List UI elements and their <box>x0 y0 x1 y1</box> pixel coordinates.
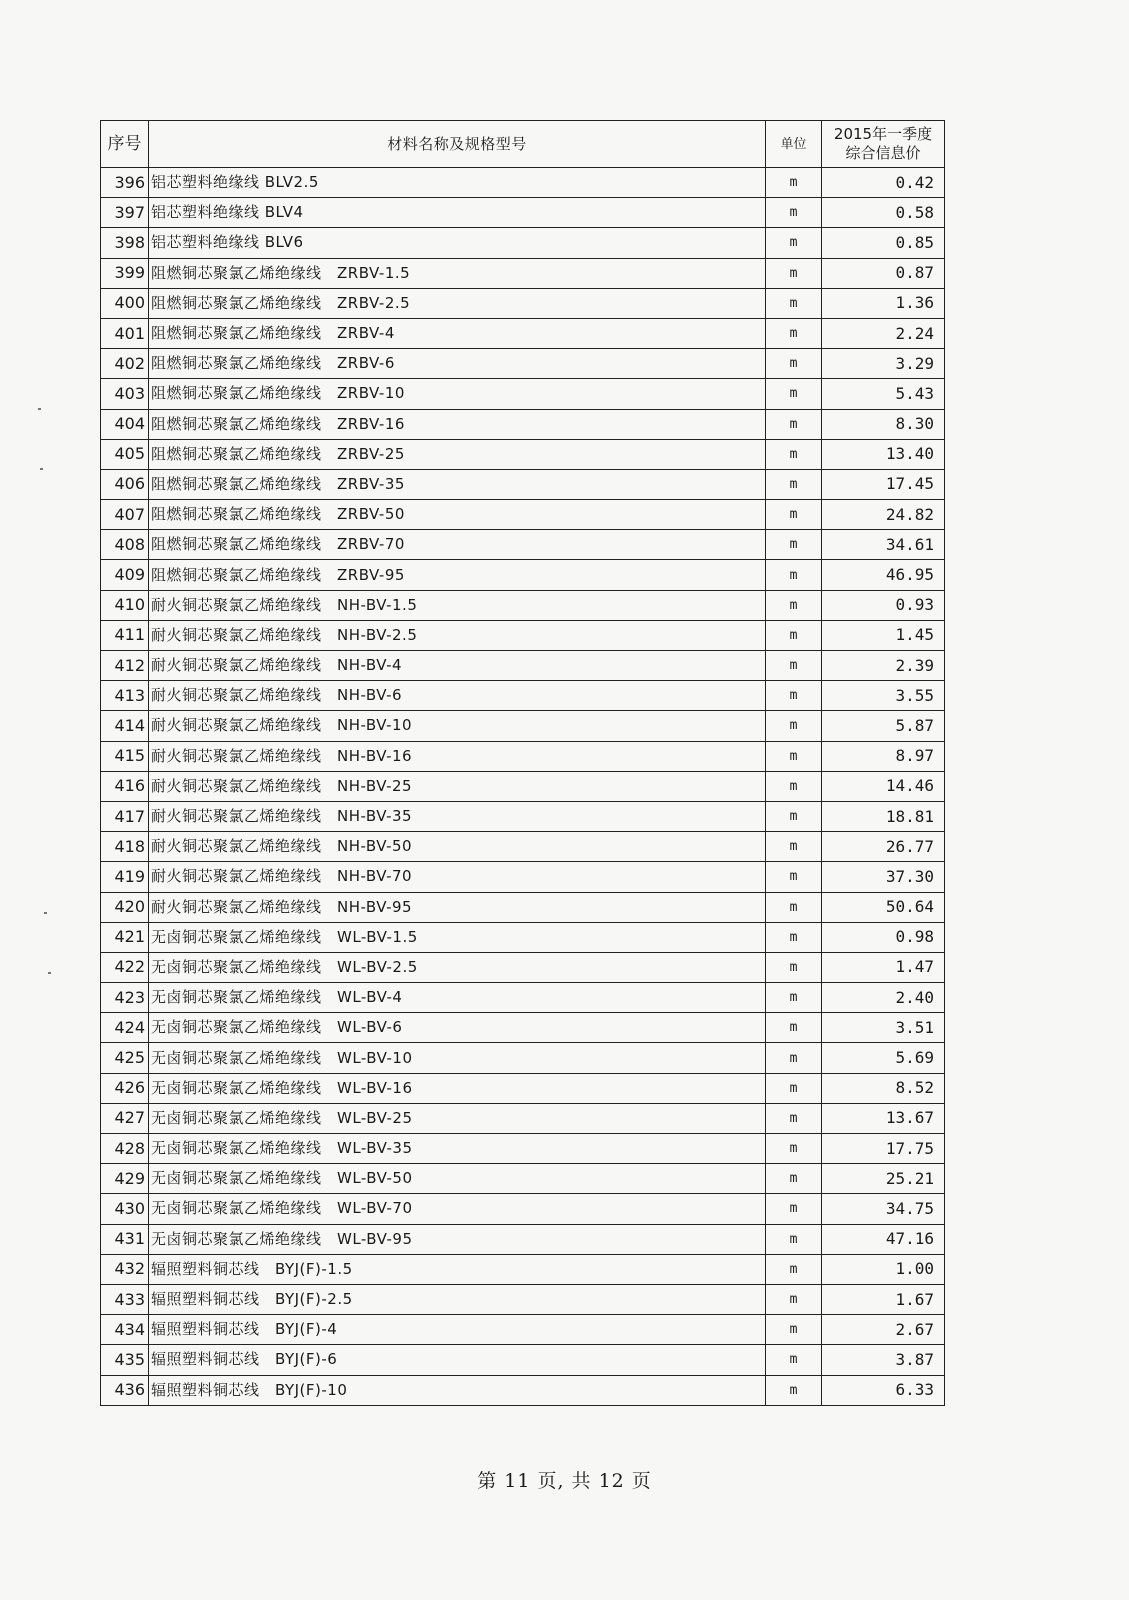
row-number: 419 <box>101 862 149 892</box>
row-number: 424 <box>101 1013 149 1043</box>
row-number: 406 <box>101 469 149 499</box>
material-name: 耐火铜芯聚氯乙烯绝缘线 NH-BV-2.5 <box>149 620 766 650</box>
material-name: 无卤铜芯聚氯乙烯绝缘线 WL-BV-50 <box>149 1164 766 1194</box>
unit-cell: m <box>766 379 822 409</box>
material-name: 阻燃铜芯聚氯乙烯绝缘线 ZRBV-10 <box>149 379 766 409</box>
price-cell: 0.85 <box>822 228 945 258</box>
page-number: 第 11 页, 共 12 页 <box>477 1470 652 1492</box>
table-body <box>101 168 945 1406</box>
table-row <box>101 288 945 318</box>
price-cell: 1.45 <box>822 620 945 650</box>
row-number: 412 <box>101 651 149 681</box>
table-row <box>101 1224 945 1254</box>
material-name: 耐火铜芯聚氯乙烯绝缘线 NH-BV-10 <box>149 711 766 741</box>
material-name: 无卤铜芯聚氯乙烯绝缘线 WL-BV-35 <box>149 1134 766 1164</box>
price-cell: 34.61 <box>822 530 945 560</box>
price-cell: 5.43 <box>822 379 945 409</box>
price-cell: 3.55 <box>822 681 945 711</box>
price-cell: 14.46 <box>822 771 945 801</box>
price-cell: 5.87 <box>822 711 945 741</box>
unit-cell: m <box>766 832 822 862</box>
table-row <box>101 1254 945 1284</box>
header-no: 序号 <box>101 121 149 168</box>
row-number: 413 <box>101 681 149 711</box>
row-number: 428 <box>101 1134 149 1164</box>
row-number: 396 <box>101 168 149 198</box>
material-name: 耐火铜芯聚氯乙烯绝缘线 NH-BV-95 <box>149 892 766 922</box>
price-cell: 1.36 <box>822 288 945 318</box>
table-header-row <box>101 121 945 168</box>
unit-cell: m <box>766 681 822 711</box>
material-name: 铝芯塑料绝缘线 BLV2.5 <box>149 168 766 198</box>
row-number: 403 <box>101 379 149 409</box>
unit-cell: m <box>766 1375 822 1405</box>
unit-cell: m <box>766 1254 822 1284</box>
price-cell: 2.40 <box>822 983 945 1013</box>
unit-cell: m <box>766 1164 822 1194</box>
price-cell: 8.52 <box>822 1073 945 1103</box>
row-number: 400 <box>101 288 149 318</box>
table-row <box>101 651 945 681</box>
unit-cell: m <box>766 892 822 922</box>
table-row <box>101 469 945 499</box>
material-name: 阻燃铜芯聚氯乙烯绝缘线 ZRBV-1.5 <box>149 258 766 288</box>
unit-cell: m <box>766 1043 822 1073</box>
material-name: 无卤铜芯聚氯乙烯绝缘线 WL-BV-1.5 <box>149 922 766 952</box>
unit-cell: m <box>766 258 822 288</box>
unit-cell: m <box>766 349 822 379</box>
material-name: 耐火铜芯聚氯乙烯绝缘线 NH-BV-25 <box>149 771 766 801</box>
row-number: 402 <box>101 349 149 379</box>
unit-cell: m <box>766 530 822 560</box>
unit-cell: m <box>766 922 822 952</box>
table-row <box>101 952 945 982</box>
price-cell: 24.82 <box>822 500 945 530</box>
scan-speck <box>40 468 43 470</box>
price-cell: 17.45 <box>822 469 945 499</box>
table-row <box>101 1375 945 1405</box>
table-row <box>101 1194 945 1224</box>
header-name: 材料名称及规格型号 <box>149 121 766 168</box>
material-name: 耐火铜芯聚氯乙烯绝缘线 NH-BV-1.5 <box>149 590 766 620</box>
row-number: 414 <box>101 711 149 741</box>
table-row <box>101 1013 945 1043</box>
price-cell: 8.30 <box>822 409 945 439</box>
unit-cell: m <box>766 1224 822 1254</box>
material-name: 无卤铜芯聚氯乙烯绝缘线 WL-BV-70 <box>149 1194 766 1224</box>
row-number: 433 <box>101 1284 149 1314</box>
scan-speck <box>44 912 47 914</box>
unit-cell: m <box>766 862 822 892</box>
row-number: 410 <box>101 590 149 620</box>
price-cell: 3.29 <box>822 349 945 379</box>
scan-speck <box>38 408 41 410</box>
row-number: 399 <box>101 258 149 288</box>
price-cell: 8.97 <box>822 741 945 771</box>
row-number: 423 <box>101 983 149 1013</box>
material-name: 辐照塑料铜芯线 BYJ(F)-4 <box>149 1315 766 1345</box>
row-number: 434 <box>101 1315 149 1345</box>
table-row <box>101 1345 945 1375</box>
row-number: 415 <box>101 741 149 771</box>
unit-cell: m <box>766 500 822 530</box>
row-number: 398 <box>101 228 149 258</box>
row-number: 436 <box>101 1375 149 1405</box>
price-cell: 46.95 <box>822 560 945 590</box>
row-number: 411 <box>101 620 149 650</box>
price-cell: 50.64 <box>822 892 945 922</box>
material-name: 无卤铜芯聚氯乙烯绝缘线 WL-BV-4 <box>149 983 766 1013</box>
row-number: 427 <box>101 1103 149 1133</box>
row-number: 429 <box>101 1164 149 1194</box>
table-row <box>101 168 945 198</box>
table-row <box>101 620 945 650</box>
table-row <box>101 771 945 801</box>
unit-cell: m <box>766 228 822 258</box>
material-name: 阻燃铜芯聚氯乙烯绝缘线 ZRBV-35 <box>149 469 766 499</box>
price-cell: 25.21 <box>822 1164 945 1194</box>
row-number: 401 <box>101 318 149 348</box>
unit-cell: m <box>766 318 822 348</box>
material-name: 耐火铜芯聚氯乙烯绝缘线 NH-BV-70 <box>149 862 766 892</box>
table-row <box>101 318 945 348</box>
row-number: 417 <box>101 801 149 831</box>
price-cell: 2.24 <box>822 318 945 348</box>
price-cell: 2.39 <box>822 651 945 681</box>
table-row <box>101 1134 945 1164</box>
unit-cell: m <box>766 1284 822 1314</box>
row-number: 397 <box>101 198 149 228</box>
table-row <box>101 741 945 771</box>
material-name: 阻燃铜芯聚氯乙烯绝缘线 ZRBV-16 <box>149 409 766 439</box>
unit-cell: m <box>766 1073 822 1103</box>
material-name: 无卤铜芯聚氯乙烯绝缘线 WL-BV-95 <box>149 1224 766 1254</box>
row-number: 405 <box>101 439 149 469</box>
price-cell: 34.75 <box>822 1194 945 1224</box>
price-cell: 3.87 <box>822 1345 945 1375</box>
material-name: 阻燃铜芯聚氯乙烯绝缘线 ZRBV-50 <box>149 500 766 530</box>
table-row <box>101 258 945 288</box>
row-number: 404 <box>101 409 149 439</box>
table-row <box>101 892 945 922</box>
price-cell: 13.40 <box>822 439 945 469</box>
table-row <box>101 1043 945 1073</box>
price-cell: 6.33 <box>822 1375 945 1405</box>
row-number: 407 <box>101 500 149 530</box>
unit-cell: m <box>766 1345 822 1375</box>
material-name: 耐火铜芯聚氯乙烯绝缘线 NH-BV-4 <box>149 651 766 681</box>
material-name: 铝芯塑料绝缘线 BLV6 <box>149 228 766 258</box>
unit-cell: m <box>766 801 822 831</box>
price-cell: 1.47 <box>822 952 945 982</box>
material-name: 辐照塑料铜芯线 BYJ(F)-6 <box>149 1345 766 1375</box>
unit-cell: m <box>766 198 822 228</box>
table-row <box>101 198 945 228</box>
unit-cell: m <box>766 1013 822 1043</box>
row-number: 435 <box>101 1345 149 1375</box>
table-row <box>101 590 945 620</box>
row-number: 430 <box>101 1194 149 1224</box>
row-number: 408 <box>101 530 149 560</box>
table-row <box>101 1284 945 1314</box>
material-name: 阻燃铜芯聚氯乙烯绝缘线 ZRBV-4 <box>149 318 766 348</box>
price-cell: 37.30 <box>822 862 945 892</box>
row-number: 409 <box>101 560 149 590</box>
table-row <box>101 379 945 409</box>
price-cell: 0.58 <box>822 198 945 228</box>
row-number: 432 <box>101 1254 149 1284</box>
material-name: 阻燃铜芯聚氯乙烯绝缘线 ZRBV-95 <box>149 560 766 590</box>
price-cell: 5.69 <box>822 1043 945 1073</box>
material-name: 辐照塑料铜芯线 BYJ(F)-2.5 <box>149 1284 766 1314</box>
price-cell: 0.93 <box>822 590 945 620</box>
table-row <box>101 349 945 379</box>
unit-cell: m <box>766 1194 822 1224</box>
unit-cell: m <box>766 771 822 801</box>
table-row <box>101 711 945 741</box>
table-row <box>101 801 945 831</box>
material-name: 无卤铜芯聚氯乙烯绝缘线 WL-BV-6 <box>149 1013 766 1043</box>
price-cell: 1.00 <box>822 1254 945 1284</box>
row-number: 426 <box>101 1073 149 1103</box>
price-cell: 17.75 <box>822 1134 945 1164</box>
unit-cell: m <box>766 469 822 499</box>
scan-speck <box>48 972 51 974</box>
unit-cell: m <box>766 620 822 650</box>
row-number: 422 <box>101 952 149 982</box>
unit-cell: m <box>766 651 822 681</box>
price-cell: 2.67 <box>822 1315 945 1345</box>
header-price-line1: 2015年一季度 <box>833 125 933 144</box>
price-cell: 47.16 <box>822 1224 945 1254</box>
material-name: 耐火铜芯聚氯乙烯绝缘线 NH-BV-16 <box>149 741 766 771</box>
table-row <box>101 862 945 892</box>
material-name: 阻燃铜芯聚氯乙烯绝缘线 ZRBV-70 <box>149 530 766 560</box>
material-name: 无卤铜芯聚氯乙烯绝缘线 WL-BV-2.5 <box>149 952 766 982</box>
material-name: 阻燃铜芯聚氯乙烯绝缘线 ZRBV-6 <box>149 349 766 379</box>
table-row <box>101 1164 945 1194</box>
table-row <box>101 560 945 590</box>
table-row <box>101 1103 945 1133</box>
unit-cell: m <box>766 952 822 982</box>
unit-cell: m <box>766 1315 822 1345</box>
unit-cell: m <box>766 741 822 771</box>
price-cell: 0.87 <box>822 258 945 288</box>
table-row <box>101 681 945 711</box>
row-number: 416 <box>101 771 149 801</box>
table-row <box>101 228 945 258</box>
table-row <box>101 1315 945 1345</box>
row-number: 421 <box>101 922 149 952</box>
unit-cell: m <box>766 1134 822 1164</box>
row-number: 431 <box>101 1224 149 1254</box>
material-name: 辐照塑料铜芯线 BYJ(F)-1.5 <box>149 1254 766 1284</box>
table-row <box>101 1073 945 1103</box>
material-name: 阻燃铜芯聚氯乙烯绝缘线 ZRBV-25 <box>149 439 766 469</box>
table-row <box>101 500 945 530</box>
unit-cell: m <box>766 439 822 469</box>
unit-cell: m <box>766 168 822 198</box>
unit-cell: m <box>766 288 822 318</box>
price-cell: 18.81 <box>822 801 945 831</box>
row-number: 425 <box>101 1043 149 1073</box>
table-row <box>101 832 945 862</box>
header-unit: 单位 <box>766 121 822 168</box>
material-name: 耐火铜芯聚氯乙烯绝缘线 NH-BV-6 <box>149 681 766 711</box>
row-number: 420 <box>101 892 149 922</box>
table-row <box>101 983 945 1013</box>
material-name: 阻燃铜芯聚氯乙烯绝缘线 ZRBV-2.5 <box>149 288 766 318</box>
row-number: 418 <box>101 832 149 862</box>
unit-cell: m <box>766 560 822 590</box>
price-cell: 0.42 <box>822 168 945 198</box>
price-cell: 26.77 <box>822 832 945 862</box>
unit-cell: m <box>766 711 822 741</box>
material-name: 耐火铜芯聚氯乙烯绝缘线 NH-BV-50 <box>149 832 766 862</box>
unit-cell: m <box>766 590 822 620</box>
price-cell: 0.98 <box>822 922 945 952</box>
table-row <box>101 530 945 560</box>
price-table <box>100 120 945 1406</box>
material-name: 无卤铜芯聚氯乙烯绝缘线 WL-BV-16 <box>149 1073 766 1103</box>
material-name: 铝芯塑料绝缘线 BLV4 <box>149 198 766 228</box>
price-cell: 1.67 <box>822 1284 945 1314</box>
table-row <box>101 439 945 469</box>
table-row <box>101 409 945 439</box>
price-cell: 3.51 <box>822 1013 945 1043</box>
unit-cell: m <box>766 409 822 439</box>
material-name: 无卤铜芯聚氯乙烯绝缘线 WL-BV-25 <box>149 1103 766 1133</box>
unit-cell: m <box>766 1103 822 1133</box>
material-name: 辐照塑料铜芯线 BYJ(F)-10 <box>149 1375 766 1405</box>
header-price <box>822 121 945 168</box>
material-name: 无卤铜芯聚氯乙烯绝缘线 WL-BV-10 <box>149 1043 766 1073</box>
unit-cell: m <box>766 983 822 1013</box>
price-cell: 13.67 <box>822 1103 945 1133</box>
header-price-line2: 综合信息价 <box>845 144 921 162</box>
material-name: 耐火铜芯聚氯乙烯绝缘线 NH-BV-35 <box>149 801 766 831</box>
table-row <box>101 922 945 952</box>
